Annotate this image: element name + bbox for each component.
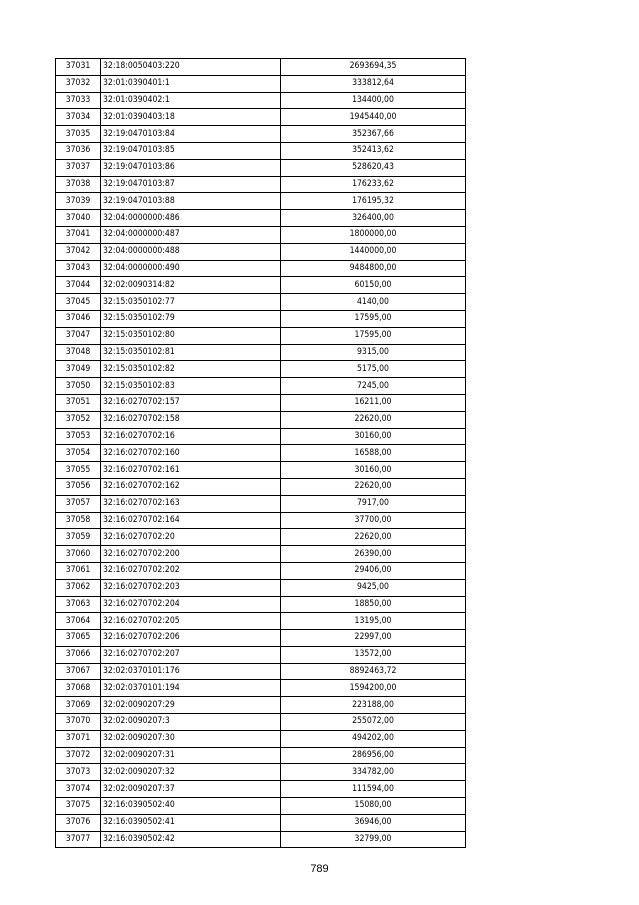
cadastral-number-cell: 32:16:0390502:42 bbox=[101, 831, 281, 848]
row-number-cell: 37032 bbox=[56, 75, 101, 92]
table-row bbox=[56, 327, 466, 344]
cadastral-value-cell: 60150,00 bbox=[281, 277, 466, 294]
row-number-cell: 37065 bbox=[56, 630, 101, 647]
table-row bbox=[56, 243, 466, 260]
row-number-cell: 37073 bbox=[56, 764, 101, 781]
cadastral-value-cell: 32799,00 bbox=[281, 831, 466, 848]
row-number-cell: 37047 bbox=[56, 327, 101, 344]
cadastral-value-cell: 7245,00 bbox=[281, 378, 466, 395]
cadastral-value-cell: 22620,00 bbox=[281, 478, 466, 495]
row-number-cell: 37036 bbox=[56, 142, 101, 159]
cadastral-value-cell: 26390,00 bbox=[281, 546, 466, 563]
row-number-cell: 37037 bbox=[56, 159, 101, 176]
cadastral-value-cell: 352367,66 bbox=[281, 126, 466, 143]
table-row bbox=[56, 596, 466, 613]
row-number-cell: 37048 bbox=[56, 344, 101, 361]
table-row bbox=[56, 361, 466, 378]
cadastral-number-cell: 32:02:0090207:30 bbox=[101, 730, 281, 747]
table-row bbox=[56, 646, 466, 663]
table-row bbox=[56, 378, 466, 395]
table-row bbox=[56, 562, 466, 579]
row-number-cell: 37057 bbox=[56, 495, 101, 512]
table-row bbox=[56, 277, 466, 294]
cadastral-number-cell: 32:15:0350102:83 bbox=[101, 378, 281, 395]
table-row bbox=[56, 613, 466, 630]
cadastral-value-cell: 37700,00 bbox=[281, 512, 466, 529]
cadastral-number-cell: 32:16:0270702:162 bbox=[101, 478, 281, 495]
table-row bbox=[56, 193, 466, 210]
cadastral-value-table bbox=[55, 58, 466, 848]
cadastral-value-cell: 29406,00 bbox=[281, 562, 466, 579]
cadastral-value-cell: 5175,00 bbox=[281, 361, 466, 378]
cadastral-value-cell: 176233,62 bbox=[281, 176, 466, 193]
cadastral-value-cell: 9425,00 bbox=[281, 579, 466, 596]
cadastral-value-cell: 352413,62 bbox=[281, 142, 466, 159]
row-number-cell: 37039 bbox=[56, 193, 101, 210]
cadastral-number-cell: 32:16:0270702:200 bbox=[101, 546, 281, 563]
cadastral-number-cell: 32:04:0000000:486 bbox=[101, 210, 281, 227]
cadastral-value-cell: 1440000,00 bbox=[281, 243, 466, 260]
table-row bbox=[56, 680, 466, 697]
table-row bbox=[56, 411, 466, 428]
cadastral-number-cell: 32:02:0090207:3 bbox=[101, 714, 281, 731]
cadastral-number-cell: 32:15:0350102:82 bbox=[101, 361, 281, 378]
cadastral-number-cell: 32:15:0350102:80 bbox=[101, 327, 281, 344]
cadastral-number-cell: 32:01:0390402:1 bbox=[101, 92, 281, 109]
row-number-cell: 37051 bbox=[56, 394, 101, 411]
cadastral-value-cell: 16588,00 bbox=[281, 445, 466, 462]
table-row bbox=[56, 176, 466, 193]
cadastral-number-cell: 32:04:0000000:488 bbox=[101, 243, 281, 260]
table-row bbox=[56, 478, 466, 495]
row-number-cell: 37035 bbox=[56, 126, 101, 143]
table-row bbox=[56, 831, 466, 848]
row-number-cell: 37031 bbox=[56, 59, 101, 76]
cadastral-value-cell: 16211,00 bbox=[281, 394, 466, 411]
row-number-cell: 37076 bbox=[56, 814, 101, 831]
table-row bbox=[56, 109, 466, 126]
cadastral-number-cell: 32:16:0390502:41 bbox=[101, 814, 281, 831]
table-row bbox=[56, 512, 466, 529]
cadastral-number-cell: 32:02:0090207:31 bbox=[101, 747, 281, 764]
row-number-cell: 37043 bbox=[56, 260, 101, 277]
row-number-cell: 37072 bbox=[56, 747, 101, 764]
row-number-cell: 37042 bbox=[56, 243, 101, 260]
table-row bbox=[56, 529, 466, 546]
table-row bbox=[56, 730, 466, 747]
cadastral-number-cell: 32:19:0470103:85 bbox=[101, 142, 281, 159]
table-row bbox=[56, 714, 466, 731]
row-number-cell: 37059 bbox=[56, 529, 101, 546]
table-row bbox=[56, 781, 466, 798]
cadastral-value-cell: 13572,00 bbox=[281, 646, 466, 663]
row-number-cell: 37067 bbox=[56, 663, 101, 680]
row-number-cell: 37066 bbox=[56, 646, 101, 663]
cadastral-number-cell: 32:19:0470103:87 bbox=[101, 176, 281, 193]
row-number-cell: 37062 bbox=[56, 579, 101, 596]
table-row bbox=[56, 814, 466, 831]
cadastral-value-cell: 326400,00 bbox=[281, 210, 466, 227]
cadastral-number-cell: 32:16:0270702:20 bbox=[101, 529, 281, 546]
table-row bbox=[56, 92, 466, 109]
cadastral-value-cell: 8892463,72 bbox=[281, 663, 466, 680]
cadastral-number-cell: 32:16:0270702:16 bbox=[101, 428, 281, 445]
table-row bbox=[56, 310, 466, 327]
table-row bbox=[56, 546, 466, 563]
cadastral-value-cell: 17595,00 bbox=[281, 310, 466, 327]
row-number-cell: 37053 bbox=[56, 428, 101, 445]
cadastral-number-cell: 32:16:0270702:205 bbox=[101, 613, 281, 630]
cadastral-value-cell: 134400,00 bbox=[281, 92, 466, 109]
table-row bbox=[56, 394, 466, 411]
table-body bbox=[56, 59, 466, 848]
cadastral-number-cell: 32:16:0270702:158 bbox=[101, 411, 281, 428]
cadastral-number-cell: 32:02:0090314:82 bbox=[101, 277, 281, 294]
row-number-cell: 37034 bbox=[56, 109, 101, 126]
cadastral-number-cell: 32:02:0090207:32 bbox=[101, 764, 281, 781]
cadastral-number-cell: 32:02:0090207:29 bbox=[101, 697, 281, 714]
cadastral-number-cell: 32:02:0370101:194 bbox=[101, 680, 281, 697]
cadastral-value-cell: 334782,00 bbox=[281, 764, 466, 781]
cadastral-value-cell: 1594200,00 bbox=[281, 680, 466, 697]
table-row bbox=[56, 226, 466, 243]
row-number-cell: 37075 bbox=[56, 798, 101, 815]
row-number-cell: 37069 bbox=[56, 697, 101, 714]
table-row bbox=[56, 764, 466, 781]
cadastral-value-cell: 13195,00 bbox=[281, 613, 466, 630]
page-number: 789 bbox=[310, 863, 329, 875]
table-row bbox=[56, 142, 466, 159]
table-row bbox=[56, 579, 466, 596]
table-row bbox=[56, 428, 466, 445]
cadastral-value-cell: 333812,64 bbox=[281, 75, 466, 92]
table-row bbox=[56, 260, 466, 277]
cadastral-number-cell: 32:19:0470103:86 bbox=[101, 159, 281, 176]
table-row bbox=[56, 75, 466, 92]
table-row bbox=[56, 462, 466, 479]
cadastral-number-cell: 32:16:0270702:203 bbox=[101, 579, 281, 596]
row-number-cell: 37058 bbox=[56, 512, 101, 529]
cadastral-value-cell: 9315,00 bbox=[281, 344, 466, 361]
row-number-cell: 37077 bbox=[56, 831, 101, 848]
cadastral-value-cell: 36946,00 bbox=[281, 814, 466, 831]
cadastral-value-cell: 528620,43 bbox=[281, 159, 466, 176]
row-number-cell: 37071 bbox=[56, 730, 101, 747]
cadastral-value-cell: 1945440,00 bbox=[281, 109, 466, 126]
table-row bbox=[56, 159, 466, 176]
row-number-cell: 37056 bbox=[56, 478, 101, 495]
cadastral-value-cell: 30160,00 bbox=[281, 428, 466, 445]
cadastral-value-cell: 223188,00 bbox=[281, 697, 466, 714]
cadastral-number-cell: 32:16:0390502:40 bbox=[101, 798, 281, 815]
cadastral-number-cell: 32:15:0350102:79 bbox=[101, 310, 281, 327]
cadastral-value-cell: 255072,00 bbox=[281, 714, 466, 731]
cadastral-number-cell: 32:16:0270702:206 bbox=[101, 630, 281, 647]
row-number-cell: 37040 bbox=[56, 210, 101, 227]
cadastral-number-cell: 32:15:0350102:77 bbox=[101, 294, 281, 311]
table-row bbox=[56, 210, 466, 227]
row-number-cell: 37063 bbox=[56, 596, 101, 613]
row-number-cell: 37033 bbox=[56, 92, 101, 109]
cadastral-number-cell: 32:02:0090207:37 bbox=[101, 781, 281, 798]
row-number-cell: 37074 bbox=[56, 781, 101, 798]
table-row bbox=[56, 697, 466, 714]
cadastral-value-cell: 494202,00 bbox=[281, 730, 466, 747]
cadastral-number-cell: 32:16:0270702:160 bbox=[101, 445, 281, 462]
cadastral-value-cell: 18850,00 bbox=[281, 596, 466, 613]
cadastral-number-cell: 32:19:0470103:84 bbox=[101, 126, 281, 143]
cadastral-value-cell: 22620,00 bbox=[281, 411, 466, 428]
row-number-cell: 37046 bbox=[56, 310, 101, 327]
row-number-cell: 37045 bbox=[56, 294, 101, 311]
table-row bbox=[56, 663, 466, 680]
cadastral-number-cell: 32:04:0000000:490 bbox=[101, 260, 281, 277]
table-row bbox=[56, 630, 466, 647]
table-row bbox=[56, 798, 466, 815]
cadastral-number-cell: 32:04:0000000:487 bbox=[101, 226, 281, 243]
cadastral-value-cell: 9484800,00 bbox=[281, 260, 466, 277]
cadastral-number-cell: 32:16:0270702:163 bbox=[101, 495, 281, 512]
row-number-cell: 37061 bbox=[56, 562, 101, 579]
row-number-cell: 37068 bbox=[56, 680, 101, 697]
table-row bbox=[56, 747, 466, 764]
cadastral-value-cell: 22997,00 bbox=[281, 630, 466, 647]
row-number-cell: 37055 bbox=[56, 462, 101, 479]
table-row bbox=[56, 294, 466, 311]
cadastral-number-cell: 32:01:0390401:1 bbox=[101, 75, 281, 92]
cadastral-value-cell: 30160,00 bbox=[281, 462, 466, 479]
row-number-cell: 37049 bbox=[56, 361, 101, 378]
cadastral-number-cell: 32:16:0270702:161 bbox=[101, 462, 281, 479]
row-number-cell: 37044 bbox=[56, 277, 101, 294]
cadastral-value-cell: 22620,00 bbox=[281, 529, 466, 546]
row-number-cell: 37054 bbox=[56, 445, 101, 462]
row-number-cell: 37038 bbox=[56, 176, 101, 193]
cadastral-number-cell: 32:15:0350102:81 bbox=[101, 344, 281, 361]
cadastral-value-cell: 286956,00 bbox=[281, 747, 466, 764]
cadastral-number-cell: 32:16:0270702:164 bbox=[101, 512, 281, 529]
cadastral-number-cell: 32:18:0050403:220 bbox=[101, 59, 281, 76]
row-number-cell: 37041 bbox=[56, 226, 101, 243]
cadastral-number-cell: 32:19:0470103:88 bbox=[101, 193, 281, 210]
cadastral-value-cell: 4140,00 bbox=[281, 294, 466, 311]
cadastral-number-cell: 32:16:0270702:202 bbox=[101, 562, 281, 579]
cadastral-value-cell: 7917,00 bbox=[281, 495, 466, 512]
table-row bbox=[56, 59, 466, 76]
row-number-cell: 37052 bbox=[56, 411, 101, 428]
row-number-cell: 37070 bbox=[56, 714, 101, 731]
table-row bbox=[56, 344, 466, 361]
cadastral-number-cell: 32:16:0270702:207 bbox=[101, 646, 281, 663]
table-row bbox=[56, 495, 466, 512]
table-row bbox=[56, 445, 466, 462]
cadastral-value-cell: 1800000,00 bbox=[281, 226, 466, 243]
table-row bbox=[56, 126, 466, 143]
cadastral-value-cell: 111594,00 bbox=[281, 781, 466, 798]
cadastral-number-cell: 32:02:0370101:176 bbox=[101, 663, 281, 680]
row-number-cell: 37060 bbox=[56, 546, 101, 563]
cadastral-value-cell: 17595,00 bbox=[281, 327, 466, 344]
cadastral-number-cell: 32:16:0270702:157 bbox=[101, 394, 281, 411]
cadastral-number-cell: 32:16:0270702:204 bbox=[101, 596, 281, 613]
cadastral-value-cell: 176195,32 bbox=[281, 193, 466, 210]
cadastral-number-cell: 32:01:0390403:18 bbox=[101, 109, 281, 126]
cadastral-value-cell: 15080,00 bbox=[281, 798, 466, 815]
row-number-cell: 37050 bbox=[56, 378, 101, 395]
row-number-cell: 37064 bbox=[56, 613, 101, 630]
cadastral-value-cell: 2693694,35 bbox=[281, 59, 466, 76]
